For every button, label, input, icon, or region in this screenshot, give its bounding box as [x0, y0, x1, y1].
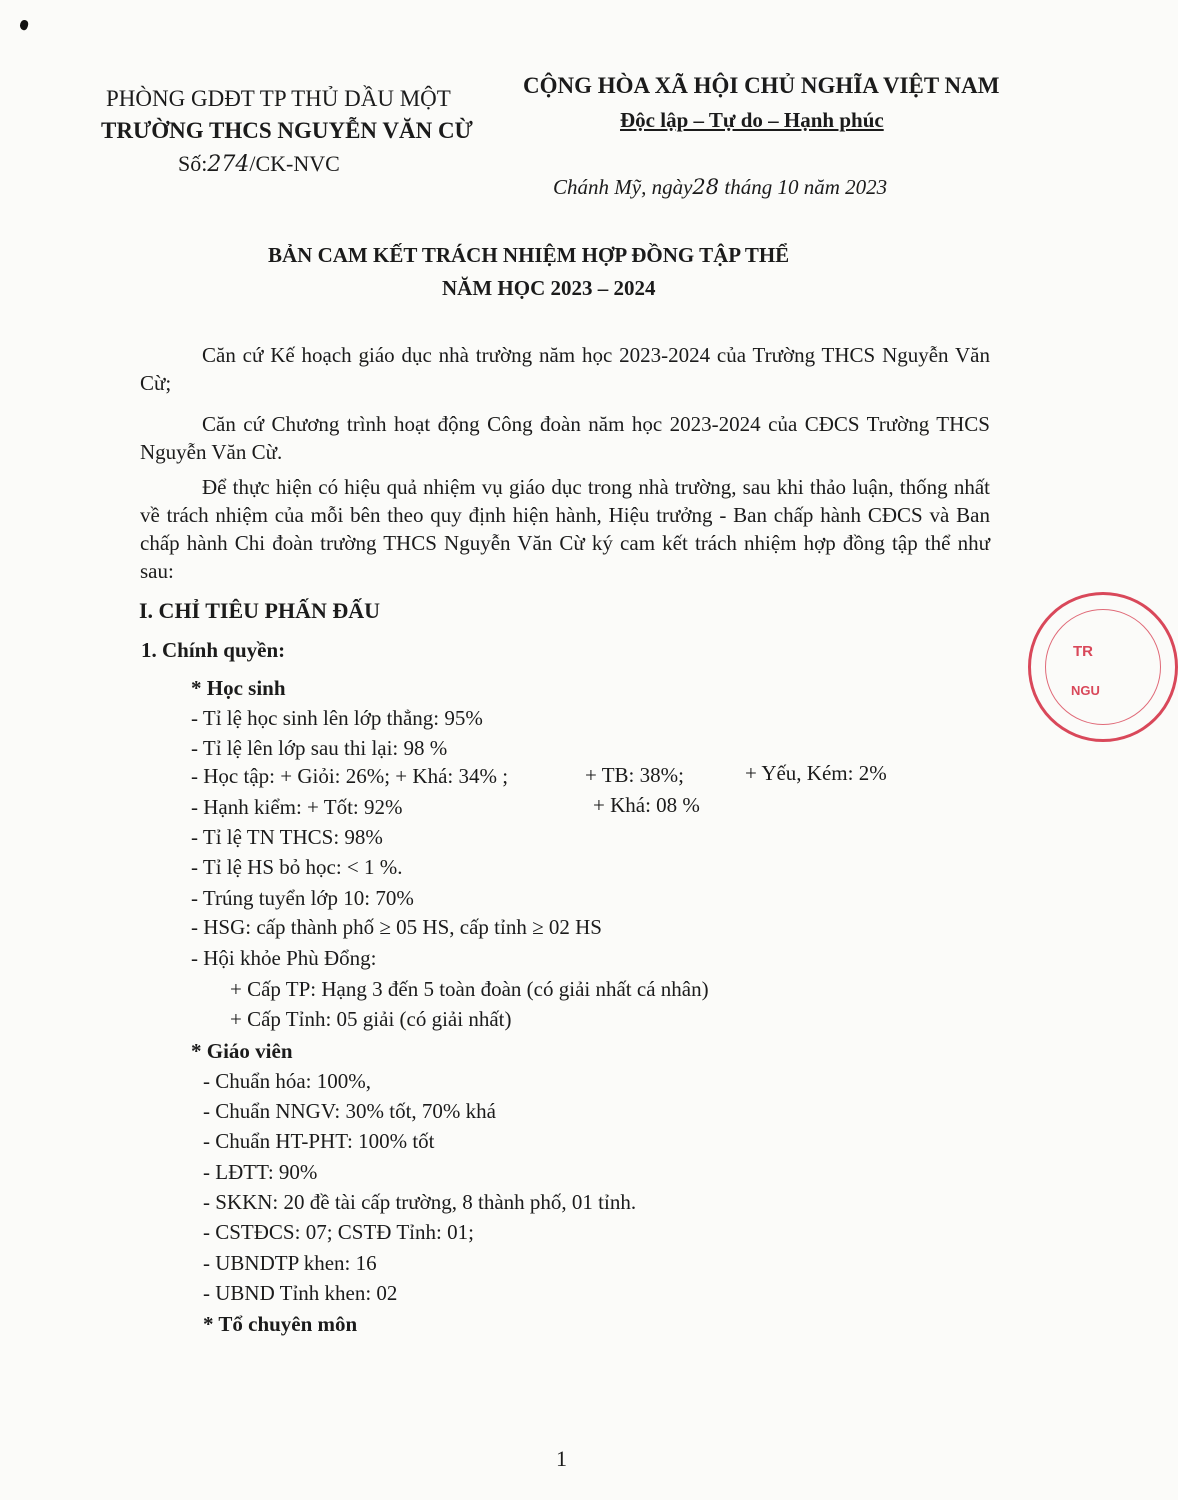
national-motto: Độc lập – Tự do – Hạnh phúc [620, 108, 884, 132]
department-name: PHÒNG GDĐT TP THỦ DẦU MỘT [106, 86, 451, 111]
date-day-handwritten: 28 [692, 175, 720, 199]
student-conduct-fair: + Khá: 08 % [593, 793, 700, 817]
teacher-item: - Chuẩn NNGV: 30% tốt, 70% khá [203, 1099, 496, 1123]
department-heading: * Tổ chuyên môn [203, 1312, 358, 1336]
number-prefix: Số: [178, 151, 208, 176]
document-title: BẢN CAM KẾT TRÁCH NHIỆM HỢP ĐỒNG TẬP THỂ [268, 243, 790, 267]
stamp-text: NGU [1071, 683, 1100, 698]
teacher-item: - CSTĐCS: 07; CSTĐ Tỉnh: 01; [203, 1220, 474, 1244]
student-sports: - Hội khỏe Phù Đổng: [191, 946, 377, 970]
student-study-average: + TB: 38%; [585, 763, 684, 787]
nation-title: CỘNG HÒA XÃ HỘI CHỦ NGHĨA VIỆT NAM [523, 73, 1000, 98]
school-seal-stamp [1028, 592, 1178, 742]
student-promotion: - Tỉ lệ học sinh lên lớp thẳng: 95% [191, 706, 483, 730]
student-dropout: - Tỉ lệ HS bỏ học: < 1 %. [191, 855, 403, 879]
teacher-item: - LĐTT: 90% [203, 1160, 318, 1184]
teachers-heading: * Giáo viên [191, 1039, 293, 1063]
document-number [178, 151, 340, 177]
student-sports-province: + Cấp Tỉnh: 05 giải (có giải nhất) [230, 1007, 512, 1031]
student-excellent: - HSG: cấp thành phố ≥ 05 HS, cấp tỉnh ≥ 02 HS [191, 915, 602, 939]
intro-paragraph-3: Để thực hiện có hiệu quả nhiệm vụ giáo dục trong nhà trường, sau khi thảo luận, thống nhất về trách nhiệm của mỗi bên theo quy định hiện hành, Hiệu trưởng - Ban chấp hành CĐCS và Ban chấp hành Chi đoàn trường THCS Nguyễn Văn Cừ ký cam kết trách nhiệm hợp đồng tập thể như sau: [140, 475, 990, 583]
subsection-heading: 1. Chính quyền: [141, 638, 286, 662]
intro-paragraph-1: Căn cứ Kế hoạch giáo dục nhà trường năm học 2023-2024 của Trường THCS Nguyễn Văn Cừ; [140, 343, 990, 395]
student-study-results: - Học tập: + Giỏi: 26%; + Khá: 34% ; [191, 764, 509, 788]
date-suffix: tháng 10 năm 2023 [719, 175, 888, 199]
students-heading: * Học sinh [191, 676, 286, 700]
student-grade10: - Trúng tuyển lớp 10: 70% [191, 886, 414, 910]
student-conduct: - Hạnh kiểm: + Tốt: 92% [191, 795, 403, 819]
teacher-item: - UBND Tỉnh khen: 02 [203, 1281, 398, 1305]
school-name: TRƯỜNG THCS NGUYỄN VĂN CỪ [101, 118, 473, 143]
number-handwritten: 274 [207, 152, 250, 177]
student-sports-city: + Cấp TP: Hạng 3 đến 5 toàn đoàn (có giải nhất cá nhân) [230, 977, 709, 1001]
school-year-title: NĂM HỌC 2023 – 2024 [442, 276, 656, 300]
stamp-inner-ring [1045, 609, 1161, 725]
teacher-item: - Chuẩn HT-PHT: 100% tốt [203, 1129, 435, 1153]
student-graduation: - Tỉ lệ TN THCS: 98% [191, 825, 383, 849]
date-prefix: Chánh Mỹ, ngày [553, 175, 693, 199]
section-heading: I. CHỈ TIÊU PHẤN ĐẤU [139, 598, 381, 623]
student-study-weak: + Yếu, Kém: 2% [745, 761, 887, 785]
intro-paragraph-2: Căn cứ Chương trình hoạt động Công đoàn năm học 2023-2024 của CĐCS Trường THCS Nguyễn Văn Cừ. [140, 412, 990, 464]
number-suffix: /CK-NVC [249, 151, 340, 176]
student-promotion-retest: - Tỉ lệ lên lớp sau thi lại: 98 % [191, 736, 448, 760]
teacher-item: - Chuẩn hóa: 100%, [203, 1069, 371, 1093]
page-number: 1 [556, 1446, 567, 1471]
date-line [553, 175, 887, 200]
teacher-item: - UBNDTP khen: 16 [203, 1251, 377, 1275]
stamp-text: TR [1073, 643, 1093, 660]
teacher-item: - SKKN: 20 đề tài cấp trường, 8 thành phố, 01 tỉnh. [203, 1190, 637, 1214]
scan-mark [19, 19, 30, 31]
